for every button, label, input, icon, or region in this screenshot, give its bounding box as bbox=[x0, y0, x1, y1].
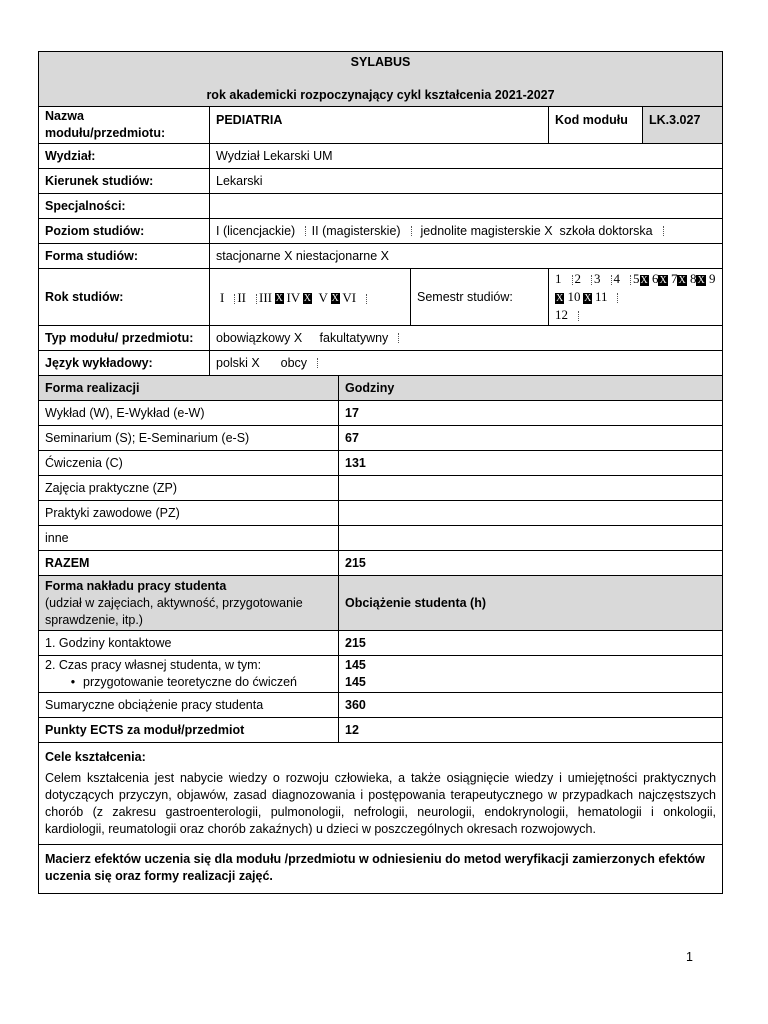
workload-head bbox=[39, 576, 339, 631]
module-type-options bbox=[210, 326, 723, 351]
syllabus-sheet bbox=[38, 51, 722, 894]
year-mark-3: III bbox=[259, 289, 273, 305]
checkbox-checked-icon: X bbox=[303, 293, 312, 305]
checkbox-checked-icon: X bbox=[556, 292, 564, 304]
semester-label: Semestr studiów: bbox=[411, 269, 549, 326]
year-mark-6: VI bbox=[342, 289, 357, 305]
language-options bbox=[210, 351, 723, 376]
workload-head-right: Obciążenie studenta (h) bbox=[339, 576, 723, 631]
workload-head-sub: (udział w zajęciach, aktywność, przygotowanie sprawdzenie, itp.) bbox=[45, 595, 303, 627]
checkbox-empty-icon bbox=[582, 275, 592, 285]
semester-mark-7: 7 bbox=[670, 271, 678, 286]
checkbox-checked-icon: X bbox=[584, 292, 592, 304]
checkbox-empty-icon bbox=[296, 226, 306, 236]
semester-mark-10: 10 bbox=[567, 289, 581, 304]
level-label: Poziom studiów: bbox=[39, 219, 210, 244]
language-option-foreign: obcy bbox=[280, 355, 308, 370]
checkbox-empty-icon bbox=[621, 275, 631, 285]
checkbox-checked-icon: X bbox=[697, 274, 705, 286]
hours-row-label: Seminarium (S); E-Seminarium (e-S) bbox=[39, 426, 339, 451]
hours-row-label: Wykład (W), E-Wykład (e-W) bbox=[39, 401, 339, 426]
specialty-value bbox=[210, 194, 723, 219]
contact-hours-value: 215 bbox=[339, 631, 723, 656]
checkbox-checked-icon: X bbox=[275, 293, 283, 305]
checkbox-empty-icon bbox=[247, 294, 257, 304]
total-workload-value: 360 bbox=[339, 693, 723, 718]
hours-col-form: Forma realizacji bbox=[39, 376, 339, 401]
self-study-cell bbox=[39, 656, 339, 693]
syllabus-table bbox=[38, 51, 723, 894]
checkbox-checked-icon: X bbox=[640, 274, 648, 286]
checkbox-empty-icon bbox=[389, 333, 399, 343]
study-form-label: Forma studiów: bbox=[39, 244, 210, 269]
year-mark-5: V bbox=[318, 289, 328, 305]
hours-row-label: Zajęcia praktyczne (ZP) bbox=[39, 476, 339, 501]
ects-value: 12 bbox=[339, 718, 723, 743]
hours-row-value: 17 bbox=[339, 401, 723, 426]
field-value: Lekarski bbox=[210, 169, 723, 194]
self-study-values bbox=[339, 656, 723, 693]
checkbox-empty-icon bbox=[569, 311, 579, 321]
hours-row-label: Praktyki zawodowe (PZ) bbox=[39, 501, 339, 526]
year-mark-4: IV bbox=[286, 289, 301, 305]
goals-cell bbox=[39, 743, 723, 845]
hours-row-label: Ćwiczenia (C) bbox=[39, 451, 339, 476]
level-option-master: II (magisterskie) bbox=[311, 223, 401, 238]
header-cell bbox=[39, 52, 723, 107]
year-mark-2: II bbox=[237, 289, 247, 305]
total-workload-label: Sumaryczne obciążenie pracy studenta bbox=[39, 693, 339, 718]
checkbox-checked-icon: X bbox=[659, 274, 667, 286]
module-code-label: Kod modułu bbox=[549, 107, 643, 144]
module-name-value: PEDIATRIA bbox=[210, 107, 549, 144]
table-row bbox=[39, 401, 723, 426]
year-label: Rok studiów: bbox=[39, 269, 210, 326]
theory-prep-value: 145 bbox=[345, 675, 366, 689]
ects-label: Punkty ECTS za moduł/przedmiot bbox=[39, 718, 339, 743]
checkbox-checked-icon: X bbox=[678, 274, 686, 286]
checkbox-empty-icon bbox=[357, 294, 367, 304]
year-marks bbox=[210, 269, 411, 326]
table-row bbox=[39, 451, 723, 476]
checkbox-empty-icon bbox=[225, 294, 235, 304]
hours-row-value bbox=[339, 476, 723, 501]
level-option-bachelor: I (licencjackie) bbox=[216, 223, 296, 238]
theory-prep-label: przygotowanie teoretyczne do ćwiczeń bbox=[83, 675, 298, 689]
semester-mark-8: 8 bbox=[689, 271, 697, 286]
semester-mark-2: 2 bbox=[574, 271, 581, 286]
checkbox-empty-icon bbox=[608, 293, 618, 303]
semester-mark-12: 12 bbox=[555, 307, 568, 322]
hours-row-value bbox=[339, 501, 723, 526]
hours-total-label: RAZEM bbox=[39, 551, 339, 576]
contact-hours-label: 1. Godziny kontaktowe bbox=[39, 631, 339, 656]
semester-mark-1: 1 bbox=[555, 271, 562, 286]
hours-row-value: 131 bbox=[339, 451, 723, 476]
checkbox-empty-icon bbox=[308, 358, 318, 368]
page-number: 1 bbox=[686, 950, 693, 964]
specialty-label: Specjalności: bbox=[39, 194, 210, 219]
syllabus-title: SYLABUS bbox=[350, 55, 411, 69]
level-option-uniform: jednolite magisterskie X bbox=[420, 223, 553, 238]
level-options bbox=[210, 219, 723, 244]
hours-row-label: inne bbox=[39, 526, 339, 551]
checkbox-empty-icon bbox=[654, 226, 664, 236]
study-form-value: stacjonarne X niestacjonarne X bbox=[210, 244, 723, 269]
goals-text: Celem kształcenia jest nabycie wiedzy o rozwoju człowieka, a także osiągnięcie wiedzy i umiejętności praktycznych dotyczących przyczyn, objawów, zasad diagnozowania i postępowania terapeutycznego w przypadkach najczęstszych chorób (z zakresu gastroenterologii, pulmonologii, nefrologii, neurologii, endokrynologii, hematologii i onkologii, kardiologii, reumatologii oraz chorób zakaźnych) u dzieci w poszczególnych okresach rozwojowych. bbox=[45, 771, 717, 836]
semester-mark-6: 6 bbox=[651, 271, 659, 286]
field-label: Kierunek studiów: bbox=[39, 169, 210, 194]
hours-col-hours: Godziny bbox=[339, 376, 723, 401]
type-option-elective: fakultatywny bbox=[319, 330, 389, 345]
bullet-icon: • bbox=[70, 675, 76, 689]
matrix-title: Macierz efektów uczenia się dla modułu /przedmiotu w odniesieniu do metod weryfikacji zamierzonych efektów uczenia się oraz formy realizacji zajęć. bbox=[39, 845, 723, 894]
module-type-label: Typ modułu/ przedmiotu: bbox=[39, 326, 210, 351]
type-option-mandatory: obowiązkowy X bbox=[216, 330, 303, 345]
semester-mark-5: 5 bbox=[633, 271, 640, 286]
hours-total-value: 215 bbox=[339, 551, 723, 576]
module-name-label: Nazwa modułu/przedmiotu: bbox=[39, 107, 210, 144]
semester-marks bbox=[549, 269, 723, 326]
self-study-value: 145 bbox=[345, 658, 366, 672]
year-mark-1: I bbox=[220, 289, 225, 305]
goals-title: Cele kształcenia: bbox=[45, 750, 146, 764]
semester-mark-11: 11 bbox=[594, 289, 608, 304]
hours-row-value bbox=[339, 526, 723, 551]
semester-mark-3: 3 bbox=[594, 271, 601, 286]
semester-mark-4: 4 bbox=[613, 271, 620, 286]
workload-head-title: Forma nakładu pracy studenta bbox=[45, 578, 227, 593]
table-row bbox=[39, 526, 723, 551]
table-row bbox=[39, 476, 723, 501]
checkbox-checked-icon: X bbox=[331, 293, 339, 305]
academic-year: rok akademicki rozpoczynający cykl kształcenia 2021-2027 bbox=[206, 88, 555, 102]
module-code-value: LK.3.027 bbox=[643, 107, 723, 144]
language-label: Język wykładowy: bbox=[39, 351, 210, 376]
table-row bbox=[39, 501, 723, 526]
checkbox-empty-icon bbox=[402, 226, 412, 236]
checkbox-empty-icon bbox=[602, 275, 612, 285]
faculty-value: Wydział Lekarski UM bbox=[210, 144, 723, 169]
faculty-label: Wydział: bbox=[39, 144, 210, 169]
self-study-label: 2. Czas pracy własnej studenta, w tym: bbox=[45, 658, 262, 672]
language-option-polish: polski X bbox=[216, 355, 260, 370]
table-row bbox=[39, 426, 723, 451]
checkbox-empty-icon bbox=[563, 275, 573, 285]
level-option-doctoral: szkoła doktorska bbox=[559, 223, 653, 238]
semester-mark-9: 9 bbox=[708, 271, 716, 286]
hours-row-value: 67 bbox=[339, 426, 723, 451]
